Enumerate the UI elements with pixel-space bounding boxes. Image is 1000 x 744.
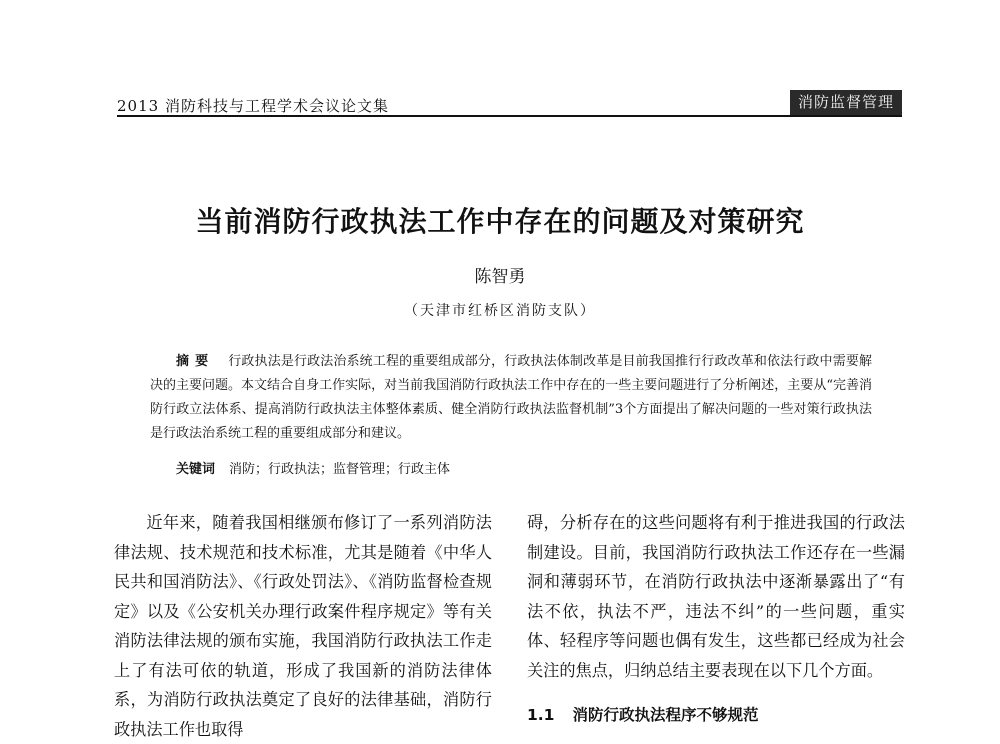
keywords-label: 关键词 (176, 462, 216, 477)
section-title: 消防行政执法程序不够规范 (572, 706, 759, 724)
section-tag: 消防监督管理 (790, 90, 902, 115)
paragraph: 碍，分析存在的这些问题将有利于推进我国的行政法制建设。目前，我国消防行政执法工作还存在一些漏洞和薄弱环节，在消防行政执法中逐渐暴露出了“有法不依，执法不严，违法不纠”的一些问题，重实体、轻程序等问题也偶有发生，这些都已经成为社会关注的焦点，归纳总结主要表现在以下几个方面。 (527, 513, 905, 680)
paper-title: 当前消防行政执法工作中存在的问题及对策研究 (195, 205, 805, 238)
author-affiliation: （天津市红桥区消防支队） (404, 303, 596, 319)
running-header: 2013 消防科技与工程学术会议论文集 (117, 97, 389, 115)
abstract-text: 行政执法是行政法治系统工程的重要组成部分，行政执法体制改革是目前我国推行行政改革和依法行政中需要解决的主要问题。本文结合自身工作实际，对当前我国消防行政执法工作中存在的一些主要问题进行了分析阐述，主要从“完善消防行政立法体系、提高消防行政执法主体整体素质、健全消防行政执法监督机制”3个方面提出了解决问题的一些对策行政执法是行政法治系统工程的重要组成部分和建议。 (150, 354, 872, 441)
abstract (150, 350, 872, 446)
body-column-left (114, 508, 492, 744)
header-rule (117, 115, 902, 117)
section-heading (527, 701, 758, 730)
body-column-right (527, 508, 905, 685)
keywords (176, 458, 876, 477)
section-number: 1.1 (527, 706, 555, 724)
author-name: 陈智勇 (474, 267, 526, 287)
paragraph: 近年来，随着我国相继颁布修订了一系列消防法律法规、技术规范和技术标准，尤其是随着《中华人民共和国消防法》、《行政处罚法》、《消防监督检查规定》以及《公安机关办理行政案件程序规定》等有关消防法律法规的颁布实施，我国消防行政执法工作走上了有法可依的轨道，形成了我国新的消防法律体系，为消防行政执法奠定了良好的法律基础，消防行政执法工作也取得 (114, 513, 492, 739)
keywords-text: 消防；行政执法；监督管理；行政主体 (229, 462, 451, 477)
abstract-label: 摘要 (176, 354, 215, 369)
